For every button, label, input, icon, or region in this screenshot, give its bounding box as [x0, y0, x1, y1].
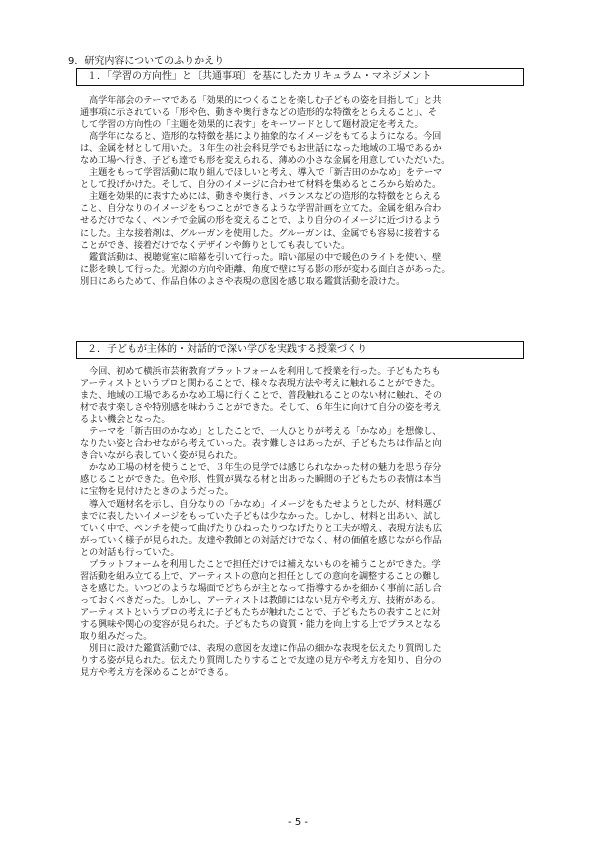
body-line: として投げかけた。そして、自分のイメージに合わせて材料を集めるところから始めた。 [80, 179, 442, 191]
body-line: なりたい姿と合わせながら考えていった。表す難しさはあったが、子どもたちは作品と向 [80, 438, 442, 450]
body-line: アーティストというプロと関わることで、様々な表現方法や考えに触れることができた。 [80, 378, 441, 390]
body-line: き合いながら表していく姿が見られた。 [80, 450, 243, 462]
body-line: っておくべきだった。しかし、アーティストは教師にはない見方や考え方、技術がある。 [80, 594, 441, 606]
body-line: こと、自分なりのイメージをもつことができるような学習計画を立てた。金属を組み合わ [80, 203, 442, 215]
body-line: 材で表す楽しさや特別感を味わうことができた。そして、６年生に向けて自分の姿を考え [80, 402, 442, 414]
body-line: 取り組みだった。 [80, 631, 153, 643]
body-line: なめ工場へ行き、子ども達でも形を変えられる、薄めの小さな金属を用意していただいた。 [80, 155, 451, 167]
body-line: 今回、初めて横浜市芸術教育プラットフォームを利用して授業を行った。子どもたちも [80, 366, 441, 377]
body-line: 導入で題材名を示し、自分なりの「かなめ」イメージをもたせようとしたが、材料選び [80, 498, 442, 510]
body-line: 鑑賞活動は、視聴覚室に暗幕を引いて行った。暗い部屋の中で暖色のライトを使い、壁 [80, 251, 442, 263]
section-heading: 9．研究内容についてのふりかえり [68, 56, 225, 67]
body-line: るよい機会となった。 [80, 414, 171, 426]
body-line: にした。主な接着剤は、グルーガンを使用した。グルーガンは、金属でも容易に接着する [80, 227, 441, 239]
body-line: 習活動を組み立てる上で、アーティストの意向と担任としての意向を調整することの難し [80, 570, 441, 582]
body-line: プラットフォームを利用したことで担任だけでは補えないものを補うことができた。学 [80, 558, 441, 570]
body-line: 別日にあらためて、作品自体のよさや表現の意図を感じ取る鑑賞活動を設けた。 [80, 275, 406, 287]
body-line: りする姿が見られた。伝えたり質問したりすることで友達の見方や考え方を知り、自分の [80, 655, 442, 667]
body-line: に影を映して行った。光源の方向や距離、角度で壁に写る影の形が変わる面白さがあった。 [80, 263, 451, 275]
body-line: との対話も行っていた。 [80, 546, 180, 558]
body-line: 通事項に示されている「形や色、動きや奥行きなどの造形的な特徴をとらえること」、そ [80, 107, 437, 119]
body-line: して学習の方向性の「主題を効果的に表す」をキーワードとして題材設定を考えた。 [80, 119, 424, 131]
page-number: - 5 - [288, 817, 308, 828]
subsection-2-title-box [76, 341, 524, 359]
body-line: ことができ、接着だけでなくデザインや飾りとしても表していた。 [80, 239, 351, 251]
subsection-1-title: １．「学習の方向性」と〔共通事項〕を基にしたカリキュラム・マネジメント [87, 71, 432, 82]
body-line: に宝物を見付けたときのようだった。 [80, 486, 234, 498]
body-line: 主題を効果的に表すためには、動きや奥行き、バランスなどの造形的な特徴をとらえる [80, 191, 441, 203]
subsection-2-body [80, 366, 528, 679]
body-line: 高学年になると、造形的な特徴を基により抽象的なイメージをもてるようになる。今回 [80, 131, 442, 143]
body-line: 見方や考え方を深めることができる。 [80, 667, 234, 679]
body-line: までに表したいイメージをもっていた子どもは少なかった。しかし、材料と出あい、試し [80, 510, 442, 522]
body-line: かなめ工場の材を使うことで、３年生の見学では感じられなかった材の魅力を思う存分 [80, 462, 442, 474]
body-line: また、地域の工場であるかなめ工場に行くことで、普段触れることのない材に触れ、その [80, 390, 442, 402]
body-line: 感じることができた。色や形、性質が異なる材と出あった瞬間の子どもたちの表情は本当 [80, 474, 442, 486]
body-line: アーティストというプロの考えに子どもたちが触れたことで、子どもたちの表すことに対 [80, 606, 441, 618]
body-line: 高学年部会のテーマである「効果的につくることを楽しむ子どもの姿を目指して」と共 [80, 95, 442, 106]
subsection-1-title-box [76, 68, 524, 86]
body-line: 別日に設けた鑑賞活動では、表現の意図を友達に作品の細かな表現を伝えたり質問した [80, 643, 442, 655]
body-line: ていく中で、ペンチを使って曲げたりひねったりつなげたりと工夫が増え、表現方法も広 [80, 522, 442, 534]
body-line: する興味や関心の変容が見られた。子どもたちの資質・能力を向上する上でプラスとなる [80, 618, 442, 630]
body-line: さを感じた。いつどのような場面でどちらが主となって指導するかを細かく事前に話し合 [80, 582, 442, 594]
body-line: は、金属を材として用いた。３年生の社会科見学でもお世話になった地域の工場であるか [80, 143, 442, 155]
body-line: テーマを「新吉田のかなめ」としたことで、一人ひとりが考える「かなめ」を想像し、 [80, 426, 442, 438]
body-line: せるだけでなく、ペンチで金属の形を変えることで、より自分のイメージに近づけるよう [80, 215, 441, 227]
subsection-2-title: ２．子どもが主体的・対話的で深い学びを実践する授業づくり [87, 344, 367, 355]
body-line: がっていく様子が見られた。友達や教師との対話だけでなく、材の価値を感じながら作品 [80, 534, 442, 546]
subsection-1-body [80, 95, 528, 288]
body-line: 主題をもって学習活動に取り組んでほしいと考え、導入で「新吉田のかなめ」をテーマ [80, 167, 443, 179]
